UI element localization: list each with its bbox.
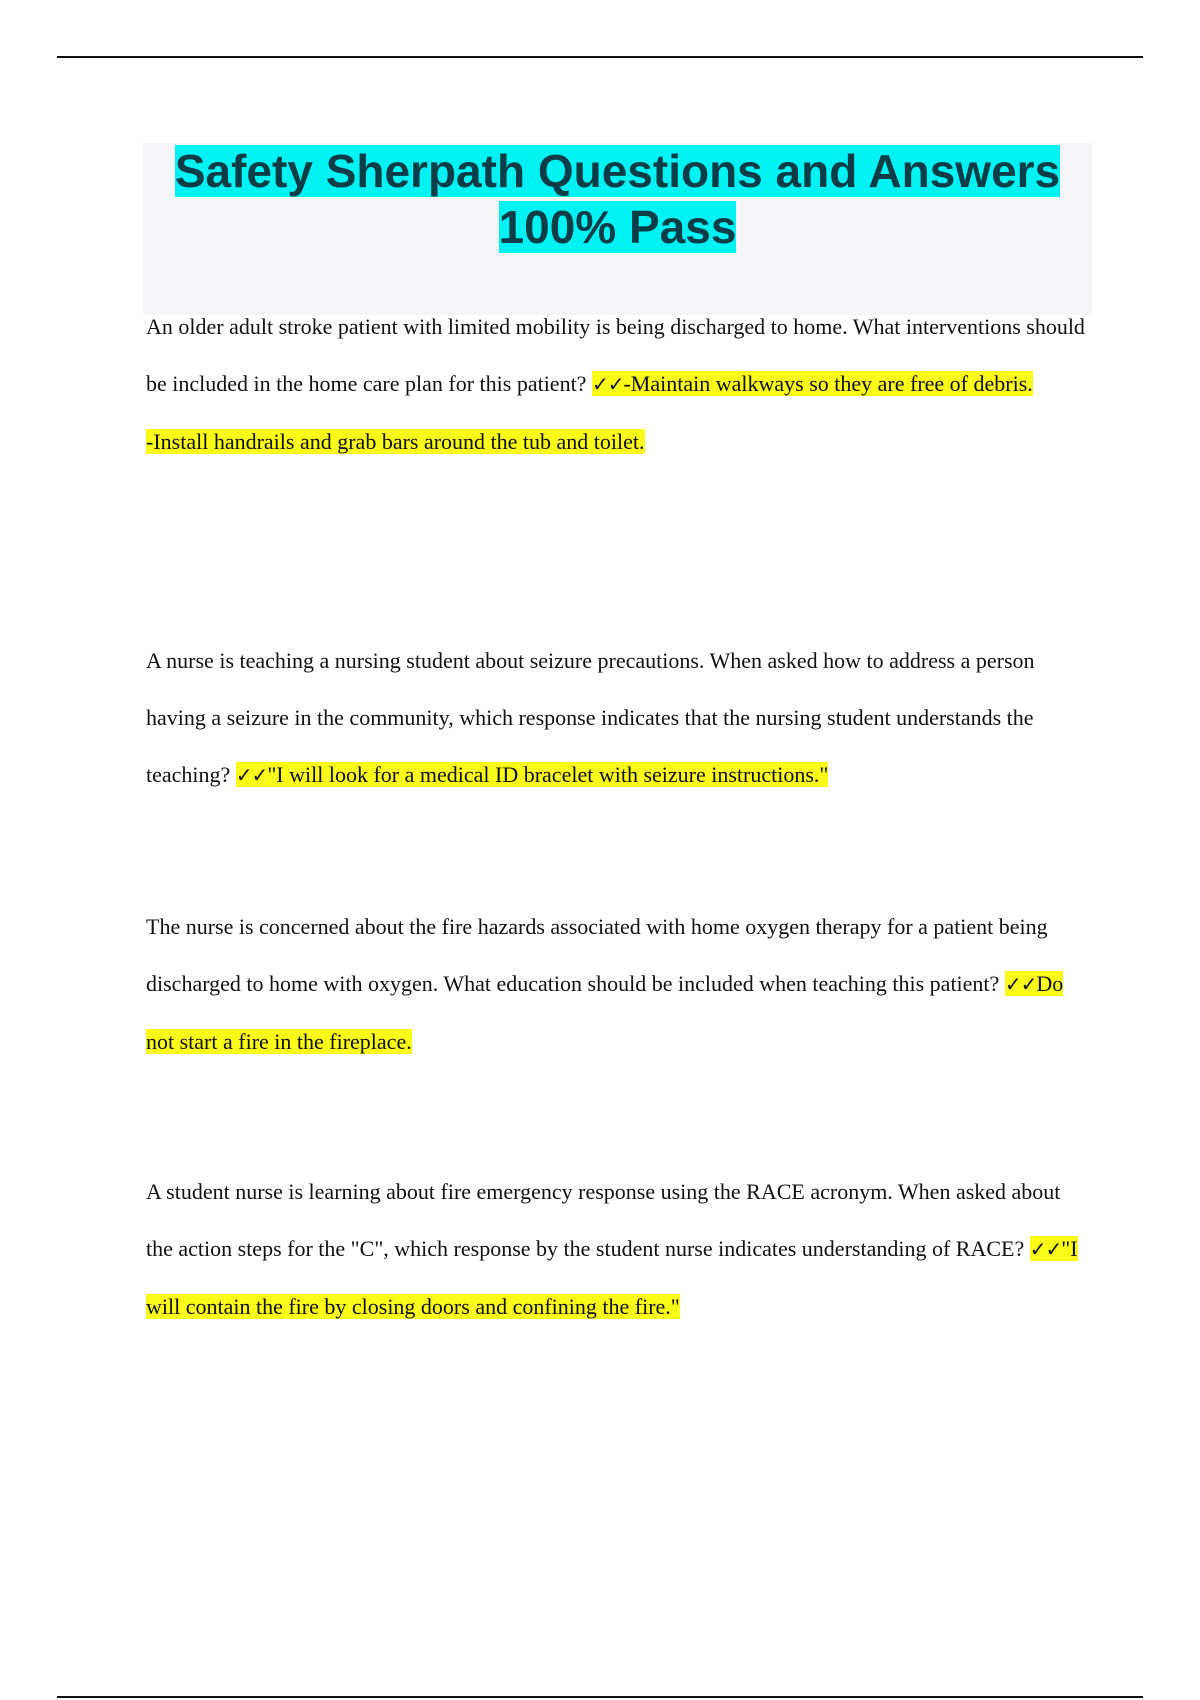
answer-text: "I will look for a medical ID bracelet with seizure instructions.": [267, 762, 829, 787]
answer-text: -Maintain walkways so they are free of debris.: [623, 371, 1033, 396]
title-line-1: Safety Sherpath Questions and Answers: [174, 145, 1061, 197]
qa-item: [146, 298, 1086, 459]
title-line-2: 100% Pass: [498, 201, 737, 253]
answer-highlight: [236, 762, 829, 787]
answer-text: Do not start a fire in the fireplace.: [146, 971, 1064, 1054]
header-rule: [57, 56, 1143, 58]
answer-extra-text: -Install handrails and grab bars around the tub and toilet.: [146, 429, 645, 454]
qa-item: [146, 1163, 1086, 1335]
qa-paragraph: [146, 632, 1086, 804]
question-text: A student nurse is learning about fire emergency response using the RACE acronym. When asked about the action steps for the "C", which response by the student nurse indicates understanding of RACE?: [146, 1179, 1061, 1261]
answer-text: "I will contain the fire by closing doors and confining the fire.": [146, 1236, 1078, 1319]
qa-item: [146, 632, 1086, 804]
double-check-icon: ✓✓: [235, 763, 268, 787]
footer-rule: [57, 1696, 1143, 1698]
qa-paragraph: [146, 1163, 1086, 1335]
qa-item: [146, 898, 1086, 1070]
double-check-icon: ✓✓: [1004, 972, 1037, 996]
answer-highlight: [592, 371, 1033, 396]
question-text: A nurse is teaching a nursing student about seizure precautions. When asked how to address a person having a seizure in the community, which response indicates that the nursing student understands the teaching?: [146, 648, 1035, 787]
page-title: [143, 143, 1092, 255]
question-text: An older adult stroke patient with limited mobility is being discharged to home. What interventions should be included in the home care plan for this patient?: [146, 314, 1085, 396]
title-block: [143, 143, 1092, 315]
double-check-icon: ✓✓: [591, 372, 624, 396]
qa-paragraph: [146, 298, 1086, 413]
answer-extra-paragraph: [146, 425, 1086, 459]
double-check-icon: ✓✓: [1029, 1237, 1062, 1261]
qa-paragraph: [146, 898, 1086, 1070]
question-text: The nurse is concerned about the fire hazards associated with home oxygen therapy for a patient being discharged to home with oxygen. What education should be included when teaching this patient?: [146, 914, 1048, 996]
